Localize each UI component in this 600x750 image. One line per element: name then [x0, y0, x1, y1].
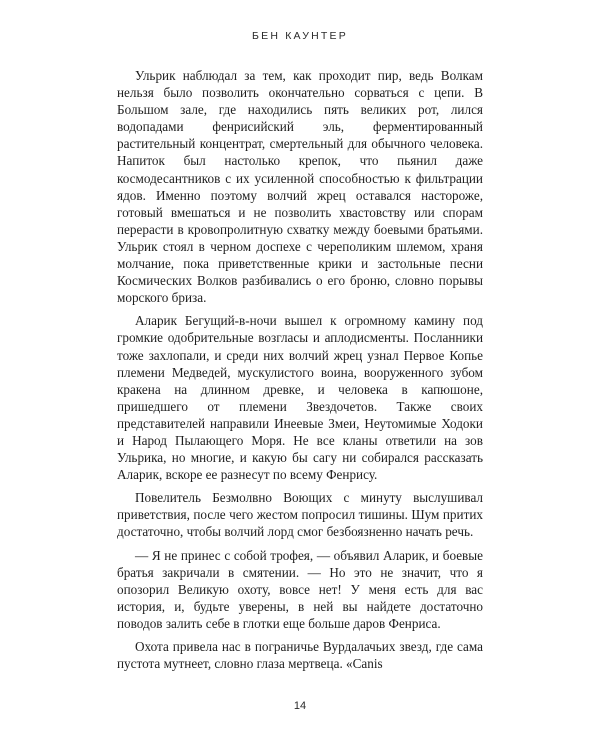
paragraph: Охота привела нас в пограничье Вурдалачьих звезд, где сама пустота мутнеет, словно глаза мертвеца. «Canis: [117, 639, 483, 672]
body-text: [117, 67, 483, 678]
page-number: 14: [293, 700, 307, 712]
running-header-author: БЕН КАУНТЕР: [252, 30, 348, 42]
paragraph: Ульрик наблюдал за тем, как проходит пир, ведь Волкам нельзя было позволить окончательно сорваться с цепи. В Большом зале, где находились пять великих рот, лился водопадами фенрисийский эль, ферментированный растительный концентрат, смертельный для обычного человека. Напиток был настолько крепок, что пьянил даже космодесантников с их усиленной способностью к фильтрации ядов. Именно поэтому волчий жрец оставался настороже, готовый вмешаться и не позволить хвастовству или спорам перерасти в кровопролитную схватку между боевыми братьями. Ульрик стоял в черном доспехе с череполиким шлемом, храня молчание, пока приветственные крики и застольные песни Космических Волков разбивались о его броню, словно порывы морского бриза.: [117, 68, 483, 306]
paragraph: Аларик Бегущий-в-ночи вышел к огромному камину под громкие одобрительные возгласы и аплодисменты. Посланники тоже захлопали, и среди них волчий жрец узнал Первое Копье племени Медведей, мускулистого воина, вооруженного зубом кракена на длинном древке, и человека в капюшоне, пришедшего от племени Звездочетов. Также своих представителей направили Инеевые Змеи, Неутомимые Ходоки и Народ Пылающего Моря. Не все кланы ответили на зов Ульрика, но многие, и какую бы сагу ни собирался рассказать Аларик, вскоре ее разнесут по всему Фенрису.: [117, 313, 483, 483]
paragraph: — Я не принес с собой трофея, — объявил Аларик, и боевые братья закричали в смятении. — Но это не значит, что я опозорил Великую охоту, вовсе нет! У меня есть для вас история, и, будьте уверены, в ней вы найдете достаточно поводов залить себе в глотки еще больше даров Фенриса.: [117, 547, 483, 631]
paragraph: Повелитель Безмолвно Воющих с минуту выслушивал приветствия, после чего жестом попросил тишины. Шум притих достаточно, чтобы волчий лорд смог безбоязненно начать речь.: [117, 490, 483, 540]
